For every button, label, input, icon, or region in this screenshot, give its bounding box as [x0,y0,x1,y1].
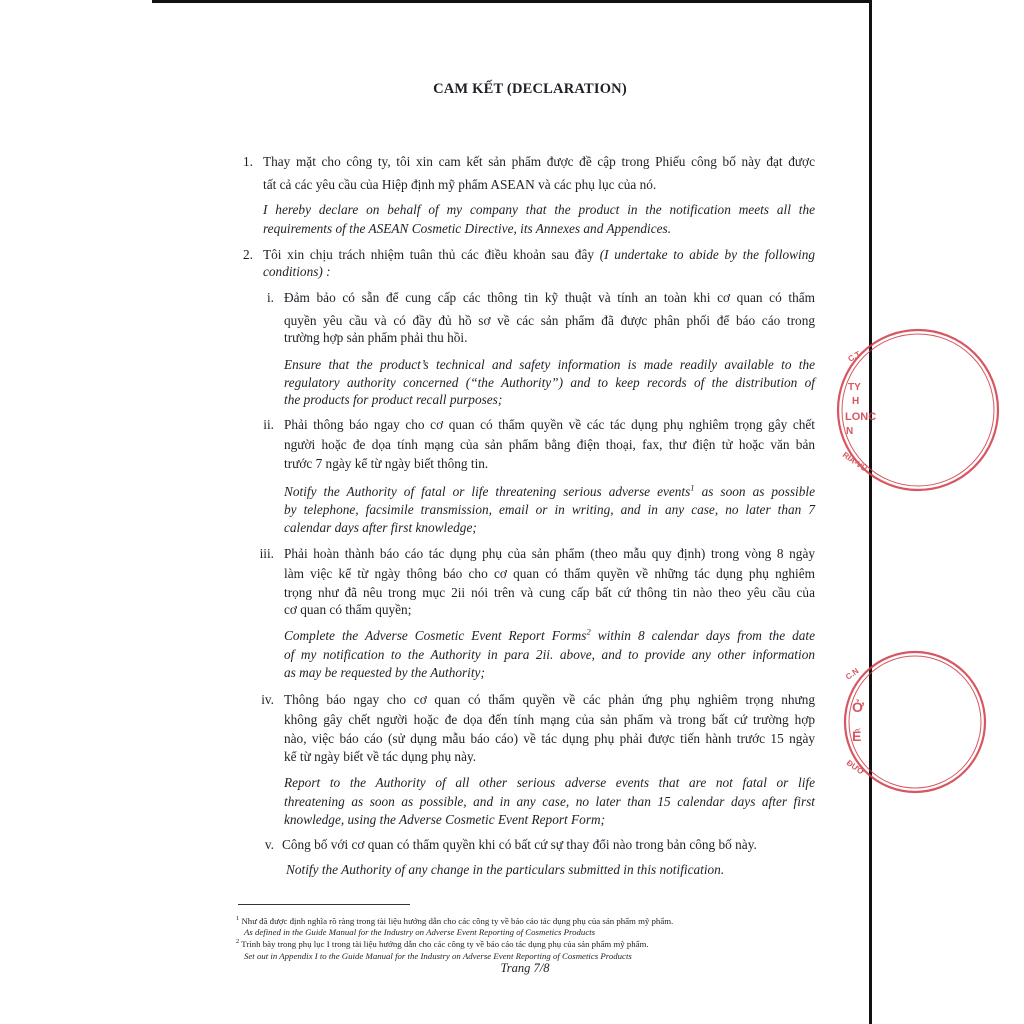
clause-1-vietnamese-line: Thay mặt cho công ty, tôi xin cam kết sản phẩm được đề cập trong Phiếu công bố này đạt được [263,154,815,169]
seal-1-text: RIA-VŨ [840,450,869,474]
item-v-numeral: v. [264,837,274,852]
item-iii-vietnamese-line: Phải hoàn thành báo cáo tác dụng phụ của sản phẩm (theo mẫu quy định) trong vòng 8 ngày [284,546,815,561]
clause-1-english-line: requirements of the ASEAN Cosmetic Directive, its Annexes and Appendices. [263,221,672,236]
item-ii-numeral: ii. [263,417,274,432]
item-i-english-line: the products for product recall purposes; [284,392,503,407]
seal-1-text: H [852,396,860,407]
scan-edge-right [869,0,872,1024]
footnote-1-english: As defined in the Guide Manual for the Industry on Adverse Event Reporting of Cosmetics Products [244,927,596,937]
item-ii-english-text: as soon as possible [701,484,815,499]
item-i-english-line: regulatory authority concerned (“the Authority”) and to keep records of the distribution of [284,375,815,390]
item-v-vietnamese-line: Công bố với cơ quan có thẩm quyền khi có bất cứ sự thay đổi nào trong bản công bố này. [282,837,757,852]
clause-2-intro-line [263,246,815,263]
item-iii-numeral: iii. [259,546,274,561]
item-iii-english-line [284,627,815,644]
item-i-vietnamese-line: Đảm bảo có sẵn để cung cấp các thông tin kỹ thuật và tính an toàn khi cơ quan có thẩm [284,290,815,305]
seal-1-text: TY [848,382,861,393]
seal-1 [838,330,998,490]
seal-1-text: N [846,426,854,437]
clause-2-intro-vietnamese: Tôi xin chịu trách nhiệm tuân thủ các điều khoản sau đây [263,247,594,262]
item-ii-vietnamese-line: trước 7 ngày kể từ ngày biết thông tin. [284,456,489,471]
item-iii-vietnamese-line: làm việc kể từ ngày thông báo cho cơ quan có thẩm quyền về những tác dụng phụ nghiêm [284,566,815,581]
item-iv-english-line: knowledge, using the Adverse Cosmetic Event Report Form; [284,812,606,827]
item-i-numeral: i. [266,290,274,305]
footnote-1-mark: 1 [236,915,240,923]
clause-1-english-line: I hereby declare on behalf of my company that the product in the notification meets all the [263,202,815,217]
item-iv-numeral: iv. [261,692,274,707]
item-ii-vietnamese-line: Phải thông báo ngay cho cơ quan có thẩm quyền về các tác dụng phụ nghiêm trọng gây chết [284,417,815,432]
scan-edge-top [152,0,872,3]
clause-2-intro-english: (I undertake to abide by the following [599,247,816,262]
company-seal-stamp [800,320,877,800]
item-iv-english-line: threatening as soon as possible, and in any case, no later than 15 calendar days after first [284,794,815,809]
item-i-english-line: Ensure that the product’s technical and safety information is made readily available to the [284,357,815,372]
item-iii-english-line: as may be requested by the Authority; [284,665,485,680]
footnote-2-mark: 2 [236,938,240,946]
item-v-english-line: Notify the Authority of any change in the particulars submitted in this notification. [286,862,725,877]
footnote-ref-1: 1 [690,482,695,493]
item-iv-vietnamese-line: Thông báo ngay cho cơ quan có thẩm quyền về các phản ứng phụ nghiêm trọng nhưng [284,692,815,707]
item-ii-english-line: calendar days after first knowledge; [284,520,477,535]
item-ii-english-text: Notify the Authority of fatal or life threatening serious adverse events [284,484,691,499]
item-iii-vietnamese-line: trọng như đã nêu trong mục 2ii nói trên và cung cấp bất cứ thông tin nào theo yêu cầu của [284,585,815,600]
seal-2-text: Ở [852,699,864,715]
item-iv-english-line: Report to the Authority of all other serious adverse events that are not fatal or life [284,775,815,790]
clause-1-number: 1. [243,154,253,169]
page-number: Trang 7/8 [500,961,550,975]
seal-2-text: Ế [852,728,862,744]
seal-2-text: ĐƯƠ [844,758,866,777]
clause-1-vietnamese-line: tất cả các yêu cầu của Hiệp định mỹ phẩm ASEAN và các phụ lục của nó. [263,177,657,192]
seal-2-outer-ring [845,652,985,792]
item-ii-vietnamese-line: người hoặc đe dọa tính mạng của sản phẩm bằng điện thoại, fax, thư điện tử hoặc văn bản [284,437,815,452]
item-iv-vietnamese-line: không gây chết người hoặc đe dọa đến tính mạng của sản phẩm và trong bất cứ trường hợp [284,712,815,727]
seal-2-inner-ring [849,656,981,788]
footnote-divider [238,904,410,905]
footnote-2-english: Set out in Appendix I to the Guide Manual for the Industry on Adverse Event Reporting of Cosmetics Products [244,951,632,961]
item-iii-english-text: Complete the Adverse Cosmetic Event Report Forms [284,628,587,643]
item-i-vietnamese-line: quyền yêu cầu và có đầy đủ hồ sơ về các sản phẩm đã được phân phối để báo cáo trong [284,313,815,328]
item-iv-vietnamese-line: nào, việc báo cáo (sử dụng mẫu báo cáo) về tác dụng phụ phải được tiến hành trước 15 ngày [284,731,815,746]
seal-2 [844,652,985,792]
clause-2-intro-english: conditions) : [263,264,331,279]
seal-2-text: C.N [843,666,861,682]
item-iv-vietnamese-line: kể từ ngày biết về tác dụng phụ này. [284,749,477,764]
item-iii-english-text: within 8 calendar days from the date [597,628,815,643]
footnote-2-vietnamese-text: Trình bày trong phụ lục I trong tài liệu hướng dẫn cho các công ty về báo cáo tác dụng phụ của sản phẩm mỹ phẩm. [241,939,649,949]
item-i-vietnamese-line: trường hợp sản phẩm phải thu hồi. [284,330,468,345]
item-ii-english-line: by telephone, facsimile transmission, email or in writing, and in any case, no later than 7 [284,502,815,517]
item-iii-english-line: of my notification to the Authority in para 2ii. above, and to provide any other information [284,647,815,662]
item-iii-vietnamese-line: cơ quan có thẩm quyền; [284,602,412,617]
page-title: CAM KẾT (DECLARATION) [433,81,627,97]
footnote-2-vietnamese [236,939,649,950]
footnote-1-vietnamese [236,916,673,927]
item-ii-english-line [284,483,815,500]
footnote-ref-2: 2 [586,626,591,637]
footnote-1-vietnamese-text: Như đã được định nghĩa rõ ràng trong tài liệu hướng dẫn cho các công ty về báo cáo tác dụng phụ của sản phẩm mỹ phẩm. [241,916,674,926]
seal-1-text: LONC [845,411,877,423]
seal-1-text: C.T [846,349,863,364]
clause-2-number: 2. [243,247,253,262]
